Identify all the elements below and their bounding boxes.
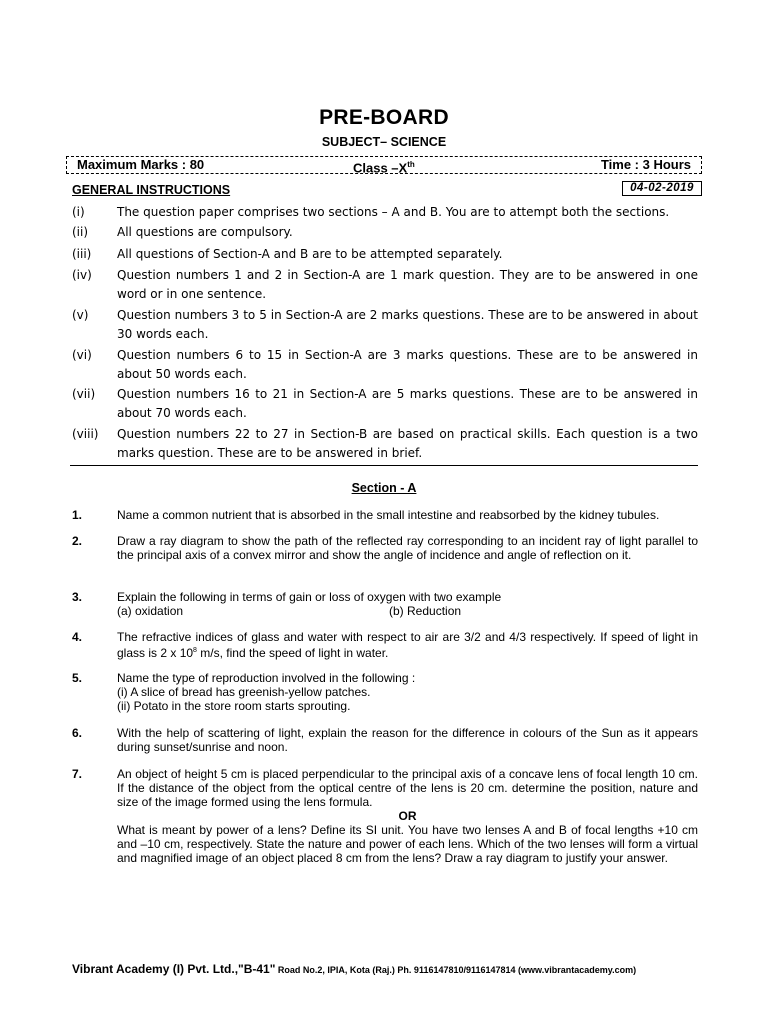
exam-date: 04-02-2019: [622, 181, 702, 196]
time-label: Time : 3 Hours: [600, 157, 691, 172]
exam-info-box: [66, 156, 702, 174]
or-label: OR: [398, 809, 417, 823]
section-heading: Section - A: [351, 481, 417, 495]
subject-label: SUBJECT– SCIENCE: [321, 135, 447, 149]
divider: [70, 465, 698, 466]
general-instructions-heading: GENERAL INSTRUCTIONS: [72, 183, 231, 197]
class-label: Class –Xth: [353, 160, 415, 176]
max-marks: Maximum Marks : 80: [77, 157, 205, 172]
footer: Vibrant Academy (I) Pvt. Ltd.,"B-41" Road No.2, IPIA, Kota (Raj.) Ph. 9116147810/9116147814 (www.vibrantacademy.com): [72, 962, 637, 976]
page-title: PRE-BOARD: [319, 106, 449, 129]
